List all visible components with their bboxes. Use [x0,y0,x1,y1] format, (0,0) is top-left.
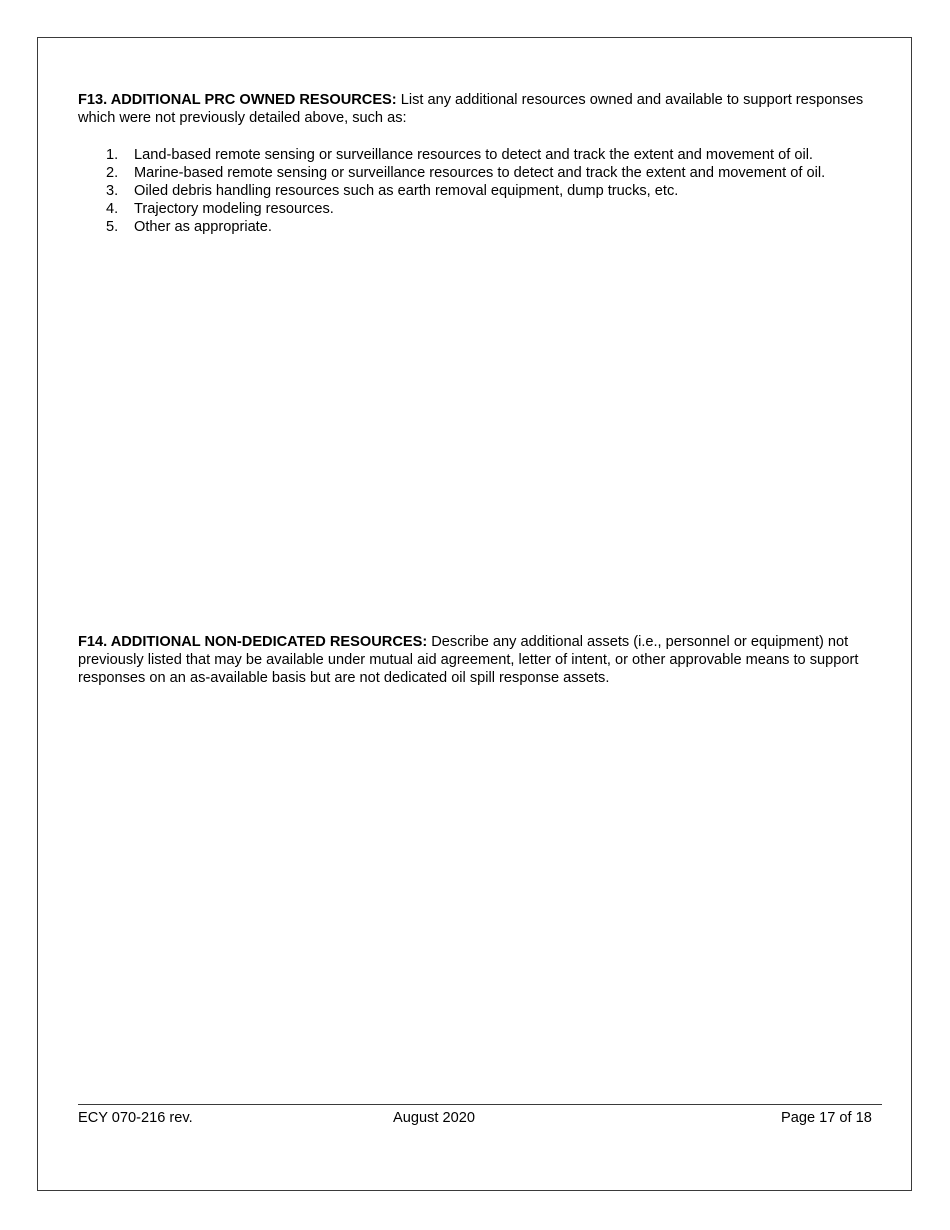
list-item [78,146,878,164]
section-f13-heading: F13. ADDITIONAL PRC OWNED RESOURCES: [78,92,397,108]
list-item [78,164,878,182]
list-number: 5. [106,219,119,235]
list-number: 4. [106,201,119,217]
footer-divider [78,1104,882,1105]
list-text: Marine-based remote sensing or surveillance resources to detect and track the extent and movement of oil. [134,165,826,181]
list-text: Trajectory modeling resources. [134,201,334,217]
list-text: Oiled debris handling resources such as earth removal equipment, dump trucks, etc. [134,183,679,199]
list-text: Land-based remote sensing or surveillance resources to detect and track the extent and movement of oil. [134,147,813,163]
section-f13 [78,91,878,127]
list-number: 1. [106,147,119,163]
footer-date: August 2020 [393,1110,475,1126]
section-f14-heading: F14. ADDITIONAL NON-DEDICATED RESOURCES: [78,634,428,650]
list-number: 3. [106,183,119,199]
list-text: Other as appropriate. [134,219,272,235]
footer-form-number: ECY 070-216 rev. [78,1110,193,1126]
section-f14 [78,633,868,687]
list-number: 2. [106,165,119,181]
section-f13-text: List any additional resources owned and available to support responses which were not previously detailed above, such as: [78,92,864,126]
resource-list [78,146,878,236]
list-item [78,218,878,236]
section-f14-text: Describe any additional assets (i.e., personnel or equipment) not previously listed that may be available under mutual aid agreement, letter of intent, or other approvable means to support responses on an as-available basis but are not dedicated oil spill response assets. [78,634,859,686]
list-item [78,182,878,200]
footer-page-number: Page 17 of 18 [781,1110,872,1126]
list-item [78,200,878,218]
